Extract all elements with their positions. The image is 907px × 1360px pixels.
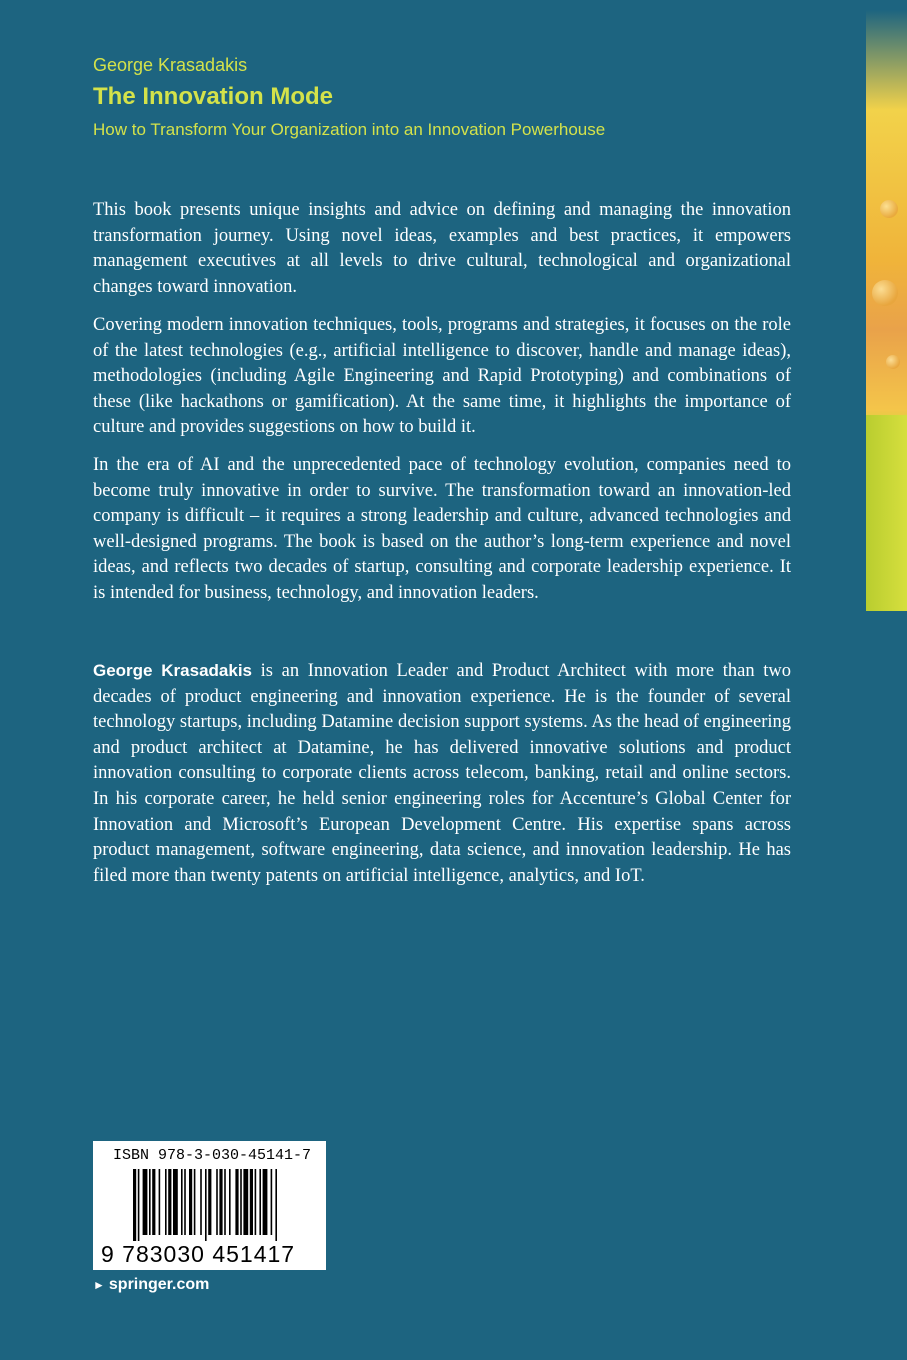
blurb-paragraph-1: This book presents unique insights and advice on defining and managing the innovation transformation journey. Using novel ideas, examples and best practices, it empowers management executives at all levels to drive cultural, technological and organizational changes toward innovation. <box>93 200 791 297</box>
publisher-link[interactable] <box>93 1276 209 1294</box>
book-subtitle: How to Transform Your Organization into an Innovation Powerhouse <box>93 120 606 139</box>
publisher-url: springer.com <box>108 1276 210 1293</box>
decorative-molecule <box>880 200 898 218</box>
decorative-molecule <box>886 355 900 369</box>
isbn-label: ISBN 978-3-030-45141-7 <box>113 1147 312 1164</box>
spine-bottom <box>866 611 907 1360</box>
book-title: The Innovation Mode <box>93 83 333 110</box>
cover-author: George Krasadakis <box>93 55 248 75</box>
bio-author-name: George Krasadakis <box>93 661 252 680</box>
blurb-paragraph-2: Covering modern innovation techniques, tools, programs and strategies, it focuses on the role of the latest technologies (e.g., artificial intelligence to discover, handle and manage ideas), methodologies (including Agile Engineering and Rapid Prototyping) and combinations of these (like hackathons or gamification). At the same time, it highlights the importance of culture and provides suggestions on how to build it. <box>93 315 791 438</box>
bio-text: is an Innovation Leader and Product Architect with more than two decades of product engineering and innovation experience. He is the founder of several technology startups, including Datamine decision support systems. As the head of engineering and product architect at Datamine, he has delivered innovative solutions and product innovation consulting to corporate clients across telecom, banking, retail and online sectors. In his corporate career, he held senior engineering roles for Accenture’s Global Center for Innovation and Microsoft’s European Development Centre. His expertise spans across product management, software engineering, data science, and innovation leadership. He has filed more than twenty patents on artificial intelligence, analytics, and IoT. <box>93 661 791 886</box>
spine-lime-band <box>866 415 907 611</box>
blurb-paragraph-3: In the era of AI and the unprecedented pace of technology evolution, companies need to become truly innovative in order to survive. The transformation toward an innovation-led company is difficult – it requires a strong leadership and culture, advanced technologies and well-designed programs. The book is based on the author’s long-term experience and novel ideas, and reflects two decades of startup, consulting and corporate leadership experience. It is intended for business, technology, and innovation leaders. <box>93 455 791 603</box>
isbn-barcode <box>93 1141 326 1270</box>
barcode-icon <box>93 1169 326 1241</box>
barcode-digits: 9 783030 451417 <box>101 1241 296 1267</box>
arrow-right-icon: ► <box>93 1278 105 1292</box>
author-bio <box>93 658 791 889</box>
decorative-molecule <box>872 280 898 306</box>
